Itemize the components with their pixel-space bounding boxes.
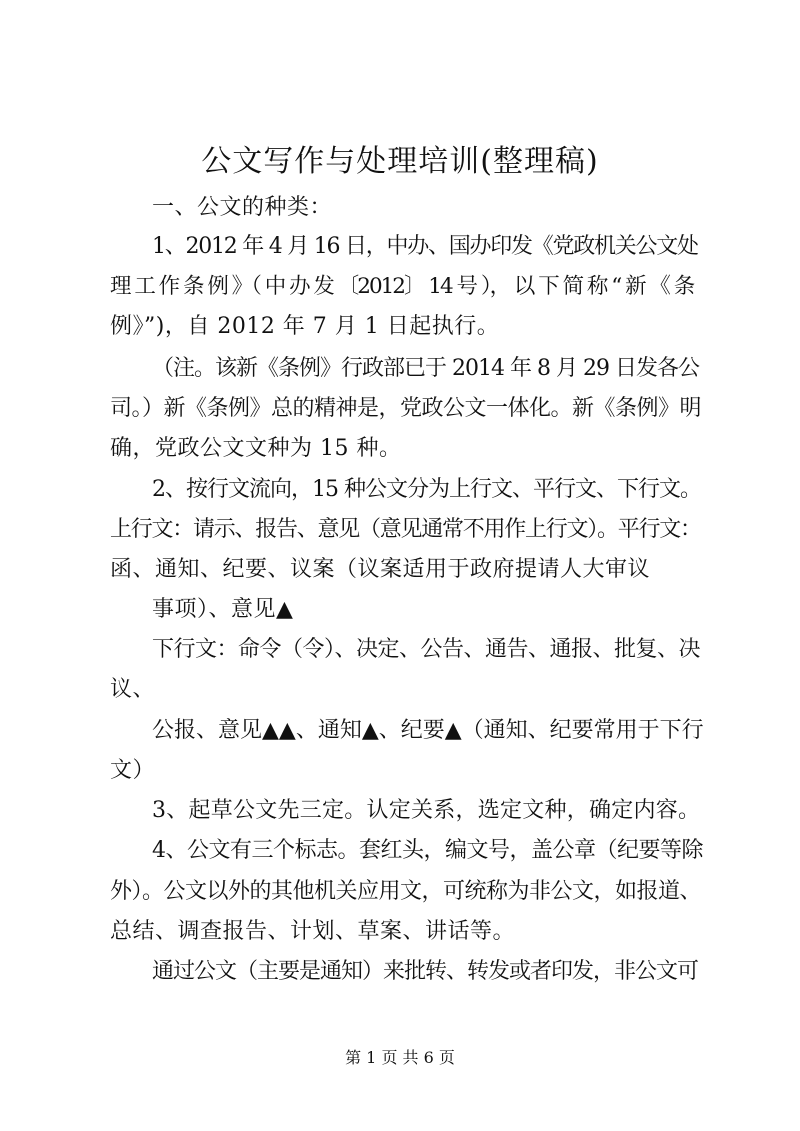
text-line: 2、按行文流向，15 种公文分为上行文、平行文、下行文。	[152, 477, 701, 502]
text-line: 1、2012 年 4 月 16 日，中办、国办印发《党政机关公文处	[152, 234, 698, 259]
text-line: 3、起草公文先三定。认定关系，选定文种，确定内容。	[152, 798, 701, 823]
text-line: 外）。公文以外的其他机关应用文，可统称为非公文，如报道、	[110, 879, 702, 904]
text-line: 司。）新《条例》总的精神是，党政公文一体化。新《条例》明	[110, 396, 702, 421]
text-line: 理 工 作 条 例 》（ 中 办 发 〔2012〕 14 号 ）， 以 下 简 称 “ 新 《 条	[110, 274, 694, 299]
text-line: 确，党政公文文种为 15 种。	[110, 436, 402, 461]
text-line: 公报、意见▲▲、通知▲、纪要▲（通知、纪要常用于下行	[152, 718, 704, 743]
text-line: 函、通知、纪要、议案（议案适用于政府提请人大审议	[110, 557, 651, 582]
text-line: 总结、调查报告、计划、草案、讲话等。	[110, 919, 516, 944]
text-line: 例》”)，自 2012 年 7 月 1 日起执行。	[110, 314, 500, 339]
text-line-heading-1: 一、公文的种类：	[152, 195, 333, 220]
text-line: 下行文：命令（令）、决定、公告、通告、通报、批复、决	[152, 637, 701, 662]
text-line: 4、公文有三个标志。套红头，编文号，盖公章（纪要等除	[152, 838, 703, 863]
document-title: 公文写作与处理培训(整理稿)	[201, 144, 599, 179]
text-line: 通过公文（主要是通知）来批转、转发或者印发，非公文可	[152, 959, 699, 984]
text-line: 文）	[110, 758, 156, 783]
text-line: （注。该新《条例》行政部已于 2014 年 8 月 29 日发各公	[152, 356, 699, 381]
text-line: 议、	[110, 677, 156, 702]
text-line: 事项）、意见▲	[152, 597, 294, 622]
text-line: 上行文：请示、报告、意见（意见通常不用作上行文）。平行文：	[110, 517, 701, 542]
page-footer: 第 1 页 共 6 页	[345, 1048, 455, 1067]
